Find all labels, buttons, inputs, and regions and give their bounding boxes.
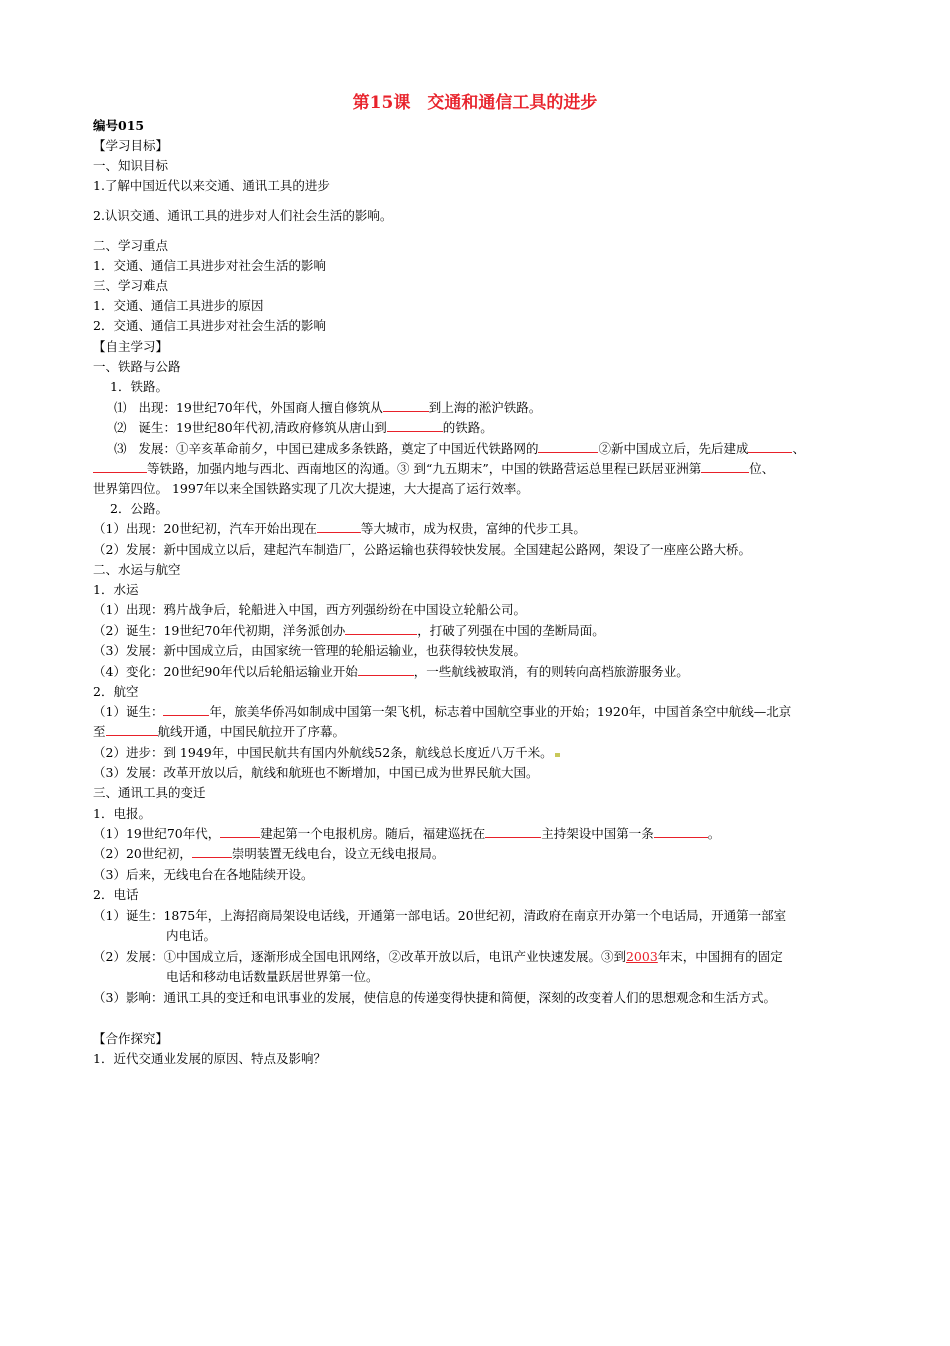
telegraph-point-2: （2）20世纪初， 崇明装置无线电台，设立无线电报局。 xyxy=(93,846,445,861)
air-point-1: （1）诞生： 年，旅美华侨冯如制成中国第一架飞机，标志着中国航空事业的开始；1920年，中国首条空中航线—北京 xyxy=(93,704,792,719)
section-header-goals: 【学习目标】 xyxy=(93,138,169,153)
answer-blank[interactable] xyxy=(192,845,232,858)
lesson-code: 编号015 xyxy=(93,118,145,133)
railway-point-3: ⑶ 发展：①辛亥革命前夕，中国已建成多条铁路，奠定了中国近代铁路网的 ②新中国成立后，先后建成 、 xyxy=(114,441,805,456)
highway-title: 2．公路。 xyxy=(110,501,168,516)
section-header-coop: 【合作探究】 xyxy=(93,1031,169,1046)
section-header-self-study: 【自主学习】 xyxy=(93,339,169,354)
telegraph-point-3: （3）后来，无线电台在各地陆续开设。 xyxy=(93,867,314,882)
knowledge-goal-1: 1.了解中国近代以来交通、通讯工具的进步 xyxy=(93,178,330,193)
answer-blank[interactable] xyxy=(106,723,158,736)
difficult-point-1: 1．交通、通信工具进步的原因 xyxy=(93,298,264,313)
railway-point-2: ⑵ 诞生：19世纪80年代初,清政府修筑从唐山到 的铁路。 xyxy=(114,420,493,435)
railway-point-1: ⑴ 出现：19世纪70年代，外国商人擅自修筑从 到上海的淞沪铁路。 xyxy=(114,400,542,415)
page-title: 第15课 交通和通信工具的进步 xyxy=(352,93,598,113)
answer-blank[interactable] xyxy=(358,663,414,676)
answer-blank[interactable] xyxy=(345,622,417,635)
answer-blank[interactable] xyxy=(317,520,361,533)
telegraph-point-1: （1）19世纪70年代， 建起第一个电报机房。随后，福建巡抚在 主持架设中国第一条 。 xyxy=(93,826,721,841)
highlighted-year: 2003 xyxy=(625,949,658,964)
answer-blank[interactable] xyxy=(387,419,443,432)
air-point-1-cont: 至 航线开通，中国民航拉开了序幕。 xyxy=(93,724,346,739)
rail-road-title: 一、铁路与公路 xyxy=(93,359,181,374)
railway-title: 1．铁路。 xyxy=(110,379,168,394)
answer-blank[interactable] xyxy=(485,825,541,838)
water-point-4: （4）变化：20世纪90年代以后轮船运输业开始 ，一些航线被取消，有的则转向高档旅游服务业。 xyxy=(93,664,689,679)
answer-blank[interactable] xyxy=(220,825,260,838)
key-point-title: 二、学习重点 xyxy=(93,238,169,253)
water-point-1: （1）出现：鸦片战争后，轮船进入中国，西方列强纷纷在中国设立轮船公司。 xyxy=(93,602,526,617)
comm-title: 三、通讯工具的变迁 xyxy=(93,785,206,800)
answer-blank[interactable] xyxy=(701,460,749,473)
railway-point-3-end: 世界第四位。 1997年以来全国铁路实现了几次大提速，大大提高了运行效率。 xyxy=(93,481,529,496)
railway-point-3-cont: 等铁路，加强内地与西北、西南地区的沟通。③ 到“九五期末”，中国的铁路营运总里程已跃居亚洲第 位、 xyxy=(93,460,774,477)
phone-title: 2．电话 xyxy=(93,887,139,902)
difficult-point-title: 三、学习难点 xyxy=(93,278,169,293)
answer-blank[interactable] xyxy=(748,440,792,453)
air-title: 2．航空 xyxy=(93,684,139,699)
highway-point-1: （1）出现：20世纪初，汽车开始出现在 等大城市，成为权贵，富绅的代步工具。 xyxy=(93,521,586,536)
answer-blank[interactable] xyxy=(538,440,598,453)
highway-point-2: （2）发展：新中国成立以后，建起汽车制造厂，公路运输也获得较快发展。全国建起公路网，架设了一座座公路大桥。 xyxy=(93,542,751,557)
knowledge-goal-title: 一、知识目标 xyxy=(93,158,169,173)
coop-question-1: 1．近代交通业发展的原因、特点及影响？ xyxy=(93,1051,326,1066)
answer-blank[interactable] xyxy=(93,460,147,473)
phone-point-3: （3）影响：通讯工具的变迁和电讯事业的发展，使信息的传递变得快捷和简便，深刻的改变着人们的思想观念和生活方式。 xyxy=(93,990,776,1005)
air-point-2: （2）进步：到 1949年，中国民航共有国内外航线52条，航线总长度近八万千米。 xyxy=(93,744,560,761)
water-title: 1．水运 xyxy=(93,582,139,597)
answer-blank[interactable] xyxy=(163,703,209,716)
telegraph-title: 1．电报。 xyxy=(93,806,151,821)
phone-point-2-cont: 电话和移动电话数量跃居世界第一位。 xyxy=(166,969,379,984)
water-air-title: 二、水运与航空 xyxy=(93,562,181,577)
answer-blank[interactable] xyxy=(383,399,429,412)
key-point-1: 1．交通、通信工具进步对社会生活的影响 xyxy=(93,258,326,273)
phone-point-2: （2）发展：①中国成立后，逐渐形成全国电讯网络，②改革开放以后，电讯产业快速发展。③到2003年末，中国拥有的固定 xyxy=(93,949,783,964)
water-point-2: （2）诞生：19世纪70年代初期，洋务派创办 ，打破了列强在中国的垄断局面。 xyxy=(93,623,605,638)
knowledge-goal-2: 2.认识交通、通讯工具的进步对人们社会生活的影响。 xyxy=(93,208,393,223)
highlight-mark xyxy=(555,753,560,757)
difficult-point-2: 2．交通、通信工具进步对社会生活的影响 xyxy=(93,318,326,333)
answer-blank[interactable] xyxy=(654,825,708,838)
air-point-3: （3）发展：改革开放以后，航线和航班也不断增加，中国已成为世界民航大国。 xyxy=(93,765,539,780)
phone-point-1: （1）诞生：1875年，上海招商局架设电话线，开通第一部电话。20世纪初，清政府在南京开办第一个电话局，开通第一部室 xyxy=(93,908,787,923)
water-point-3: （3）发展：新中国成立后，由国家统一管理的轮船运输业，也获得较快发展。 xyxy=(93,643,526,658)
phone-point-1-cont: 内电话。 xyxy=(166,928,217,943)
